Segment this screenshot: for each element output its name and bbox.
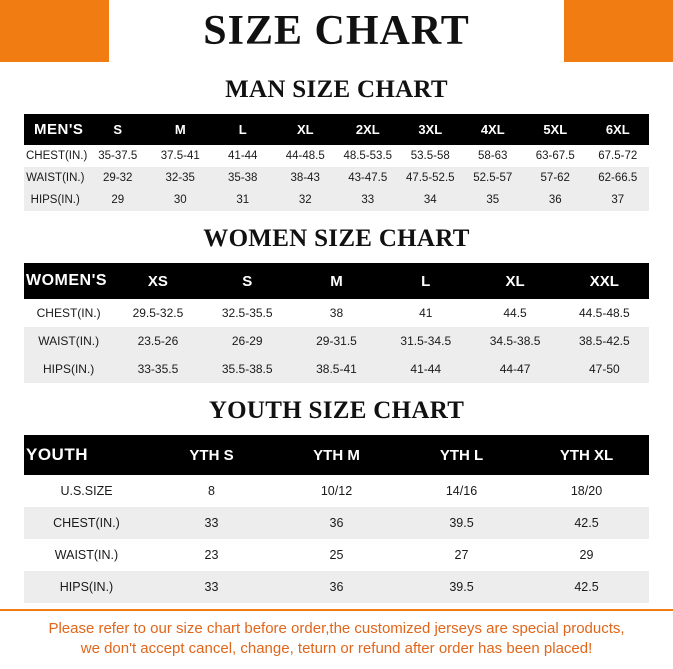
youth-table-head: [24, 435, 649, 475]
youth-header-cell: YTH S: [149, 435, 274, 475]
man-cell: 37.5-41: [149, 145, 212, 167]
youth-cell: 14/16: [399, 475, 524, 507]
man-header-cell: L: [212, 114, 275, 145]
women-cell: 33-35.5: [113, 355, 202, 383]
man-header-cell: S: [87, 114, 150, 145]
man-cell: 57-62: [524, 167, 587, 189]
table-row: [24, 475, 649, 507]
man-header-cell: 4XL: [462, 114, 525, 145]
youth-size-chart: [0, 435, 673, 603]
man-header-cell: 3XL: [399, 114, 462, 145]
man-header-cell: 5XL: [524, 114, 587, 145]
man-cell: 33: [337, 189, 400, 211]
man-row-label: WAIST(IN.): [24, 167, 87, 189]
man-cell: 37: [587, 189, 650, 211]
man-cell: 48.5-53.5: [337, 145, 400, 167]
women-row-label: WAIST(IN.): [24, 327, 113, 355]
youth-header-cell: YTH XL: [524, 435, 649, 475]
women-header-cell: XS: [113, 263, 202, 299]
man-cell: 31: [212, 189, 275, 211]
table-row: [24, 355, 649, 383]
youth-row-label: U.S.SIZE: [24, 475, 149, 507]
youth-cell: 36: [274, 571, 399, 603]
women-cell: 23.5-26: [113, 327, 202, 355]
man-cell: 47.5-52.5: [399, 167, 462, 189]
man-row-label: CHEST(IN.): [24, 145, 87, 167]
youth-cell: 42.5: [524, 507, 649, 539]
man-header-cell: XL: [274, 114, 337, 145]
table-header-row: [24, 263, 649, 299]
youth-cell: 33: [149, 507, 274, 539]
youth-section-title: YOUTH SIZE CHART: [208, 397, 465, 424]
youth-cell: 25: [274, 539, 399, 571]
youth-cell: 33: [149, 571, 274, 603]
youth-cell: 42.5: [524, 571, 649, 603]
man-header-cell: M: [149, 114, 212, 145]
women-cell: 31.5-34.5: [381, 327, 470, 355]
women-table-body: [24, 299, 649, 383]
women-header-cell: XXL: [560, 263, 649, 299]
man-cell: 35-38: [212, 167, 275, 189]
man-cell: 36: [524, 189, 587, 211]
table-row: [24, 539, 649, 571]
women-header-cell: M: [292, 263, 381, 299]
women-cell: 29-31.5: [292, 327, 381, 355]
women-table-head: [24, 263, 649, 299]
women-cell: 38.5-42.5: [560, 327, 649, 355]
youth-header-cell: YTH L: [399, 435, 524, 475]
man-cell: 35: [462, 189, 525, 211]
man-section-title: MAN SIZE CHART: [225, 76, 448, 103]
women-cell: 44.5: [470, 299, 559, 327]
women-cell: 44-47: [470, 355, 559, 383]
man-cell: 32: [274, 189, 337, 211]
man-cell: 67.5-72: [587, 145, 650, 167]
youth-cell: 10/12: [274, 475, 399, 507]
table-row: [24, 299, 649, 327]
women-size-chart: [0, 263, 673, 383]
man-cell: 58-63: [462, 145, 525, 167]
women-cell: 29.5-32.5: [113, 299, 202, 327]
women-header-label: WOMEN'S: [24, 263, 113, 299]
man-cell: 41-44: [212, 145, 275, 167]
youth-cell: 23: [149, 539, 274, 571]
women-cell: 34.5-38.5: [470, 327, 559, 355]
youth-header-label: YOUTH: [24, 435, 149, 475]
man-size-chart: [0, 114, 673, 211]
man-cell: 62-66.5: [587, 167, 650, 189]
man-cell: 32-35: [149, 167, 212, 189]
man-table-head: [24, 114, 649, 145]
man-cell: 52.5-57: [462, 167, 525, 189]
youth-cell: 18/20: [524, 475, 649, 507]
youth-size-table: [24, 435, 649, 603]
women-cell: 47-50: [560, 355, 649, 383]
footer-note: [0, 609, 673, 669]
man-cell: 44-48.5: [274, 145, 337, 167]
footer-note-line-1: Please refer to our size chart before order,the customized jerseys are special products,: [48, 619, 625, 637]
header-banner-inner: [109, 0, 564, 62]
man-cell: 43-47.5: [337, 167, 400, 189]
man-cell: 29: [87, 189, 150, 211]
table-row: [24, 507, 649, 539]
man-cell: 53.5-58: [399, 145, 462, 167]
table-row: [24, 327, 649, 355]
table-header-row: [24, 435, 649, 475]
man-size-table: [24, 114, 649, 211]
man-cell: 29-32: [87, 167, 150, 189]
footer-note-line-2: we don't accept cancel, change, teturn or refund after order has been placed!: [80, 639, 593, 657]
man-header-cell: 6XL: [587, 114, 650, 145]
man-header-label: MEN'S: [24, 114, 87, 145]
youth-table-body: [24, 475, 649, 603]
youth-row-label: WAIST(IN.): [24, 539, 149, 571]
women-cell: 44.5-48.5: [560, 299, 649, 327]
youth-header-cell: YTH M: [274, 435, 399, 475]
women-row-label: CHEST(IN.): [24, 299, 113, 327]
women-header-cell: XL: [470, 263, 559, 299]
youth-cell: 27: [399, 539, 524, 571]
youth-cell: 39.5: [399, 507, 524, 539]
women-cell: 35.5-38.5: [203, 355, 292, 383]
women-section-title: WOMEN SIZE CHART: [203, 225, 470, 252]
women-cell: 41: [381, 299, 470, 327]
man-cell: 63-67.5: [524, 145, 587, 167]
women-size-table: [24, 263, 649, 383]
man-cell: 34: [399, 189, 462, 211]
women-cell: 26-29: [203, 327, 292, 355]
page-title: SIZE CHART: [203, 8, 470, 54]
man-cell: 30: [149, 189, 212, 211]
youth-cell: 39.5: [399, 571, 524, 603]
table-row: [24, 167, 649, 189]
man-header-cell: 2XL: [337, 114, 400, 145]
man-cell: 38-43: [274, 167, 337, 189]
man-row-label: HIPS(IN.): [24, 189, 87, 211]
youth-cell: 8: [149, 475, 274, 507]
man-cell: 35-37.5: [87, 145, 150, 167]
youth-row-label: HIPS(IN.): [24, 571, 149, 603]
women-cell: 32.5-35.5: [203, 299, 292, 327]
man-table-body: [24, 145, 649, 211]
table-row: [24, 145, 649, 167]
women-header-cell: L: [381, 263, 470, 299]
youth-row-label: CHEST(IN.): [24, 507, 149, 539]
women-cell: 38: [292, 299, 381, 327]
table-header-row: [24, 114, 649, 145]
women-row-label: HIPS(IN.): [24, 355, 113, 383]
women-header-cell: S: [203, 263, 292, 299]
women-cell: 41-44: [381, 355, 470, 383]
youth-cell: 36: [274, 507, 399, 539]
table-row: [24, 189, 649, 211]
youth-cell: 29: [524, 539, 649, 571]
women-cell: 38.5-41: [292, 355, 381, 383]
table-row: [24, 571, 649, 603]
header-banner: [0, 0, 673, 62]
